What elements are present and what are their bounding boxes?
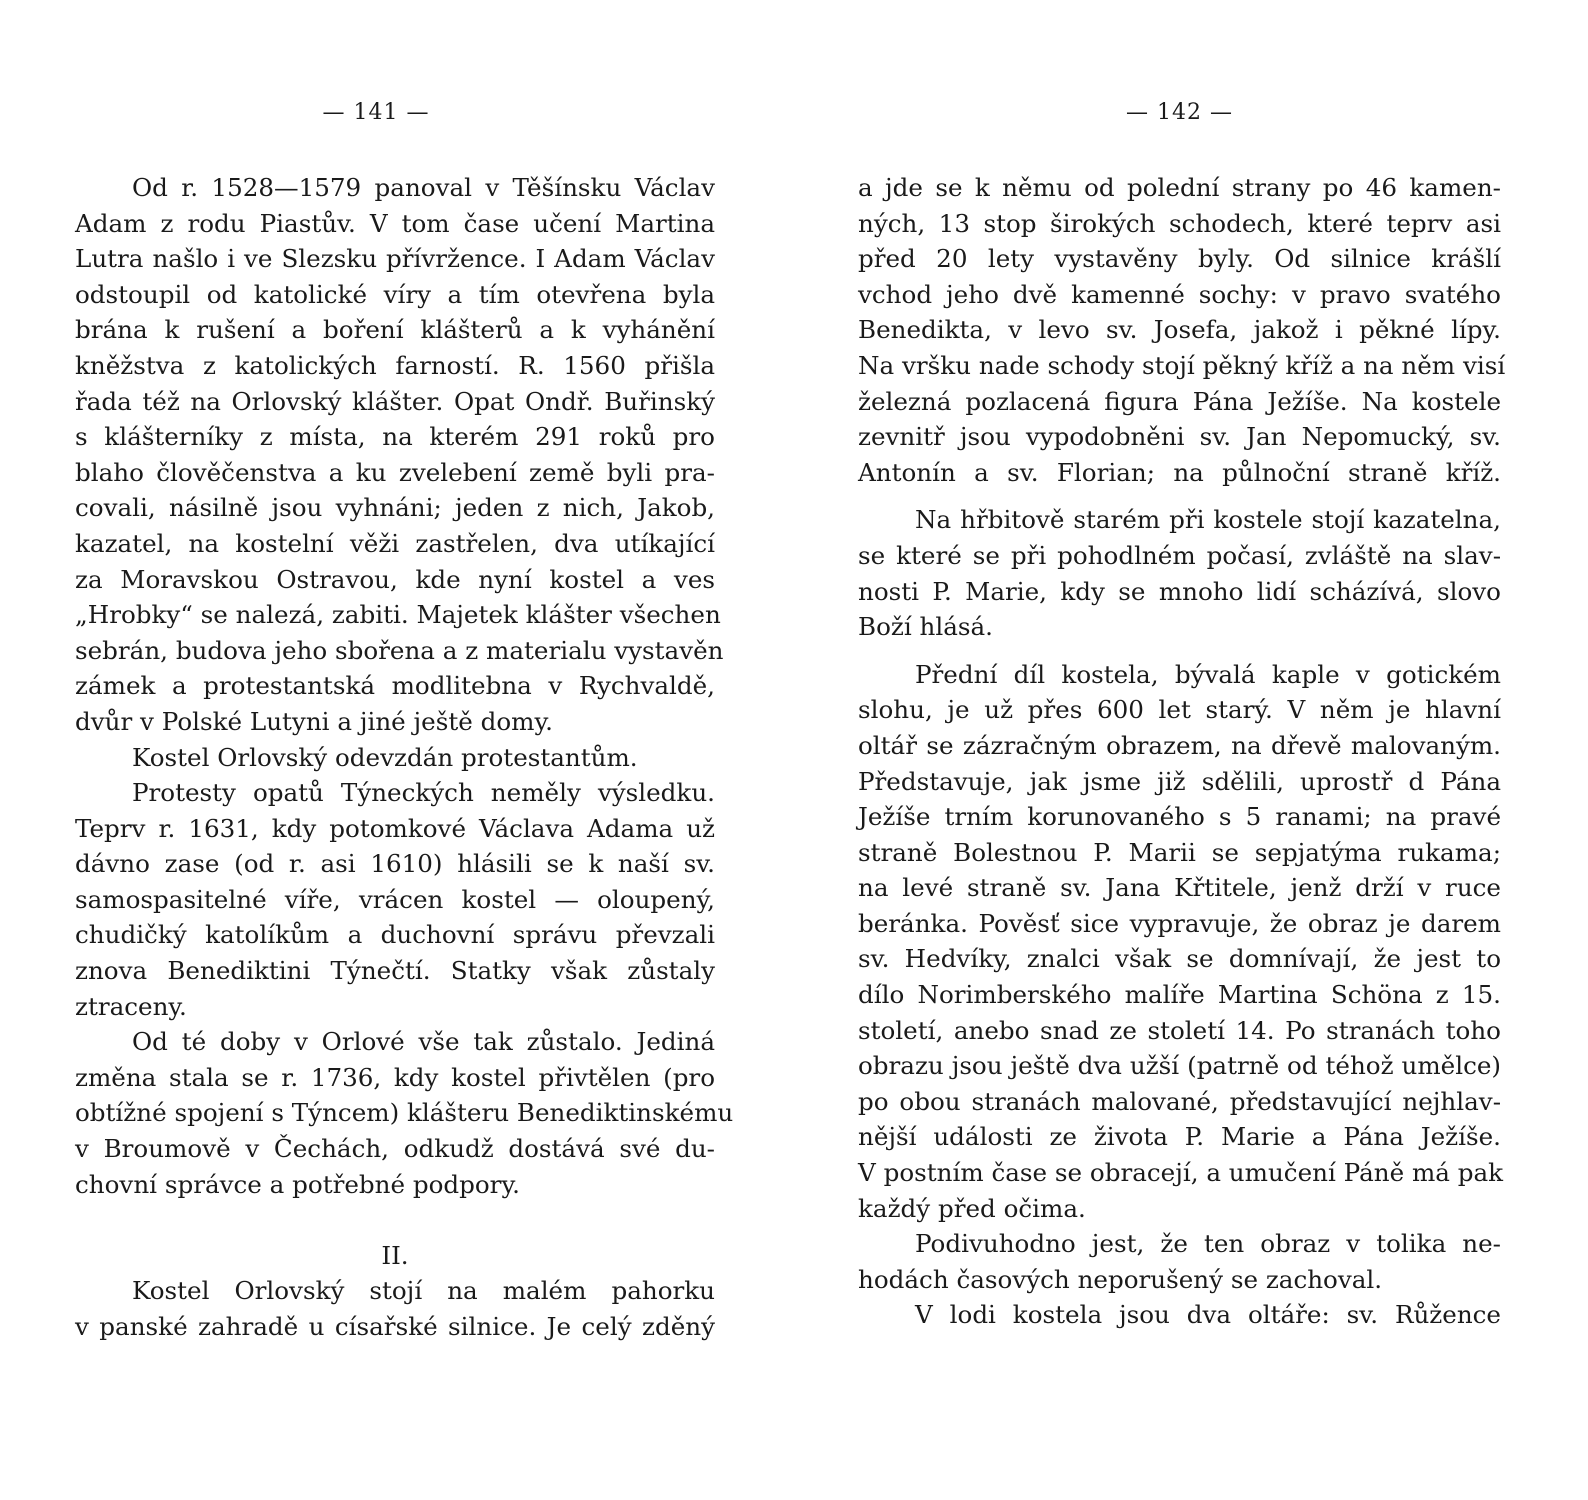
text-line: Představuje, jak jsme již sdělili, uprostř d Pána bbox=[858, 766, 1501, 796]
page-number-left: — 141 — bbox=[322, 100, 430, 125]
text-line: se které se při pohodlném počasí, zvláště na slav- bbox=[858, 540, 1501, 570]
text-line: řada též na Orlovský klášter. Opat Ondř. Buřinský bbox=[75, 386, 715, 416]
text-line: V lodi kostela jsou dva oltáře: sv. Růžence bbox=[915, 1300, 1501, 1330]
text-line: znova Benediktini Týnečtí. Statky však zůstaly bbox=[75, 956, 715, 986]
text-line: změna stala se r. 1736, kdy kostel přivtělen (pro bbox=[75, 1062, 715, 1092]
text-line: sebrán, budova jeho sbořena a z materialu vystavěn bbox=[75, 635, 724, 665]
left-page-text bbox=[75, 170, 734, 1345]
text-line: beránka. Pověsť sice vypravuje, že obraz je darem bbox=[858, 908, 1501, 938]
text-line: Od r. 1528—1579 panoval v Těšínsku Václav bbox=[132, 173, 715, 202]
text-line: kazatel, na kostelní věži zastřelen, dva utíkající bbox=[75, 528, 715, 558]
text-line: ných, 13 stop širokých schodech, které teprv asi bbox=[858, 208, 1501, 238]
text-line: Protesty opatů Týneckých neměly výsledku. bbox=[132, 778, 715, 808]
text-line: V postním čase se obracejí, a umučení Páně má pak bbox=[858, 1158, 1504, 1188]
text-line: v panské zahradě u císařské silnice. Je celý zděný bbox=[75, 1312, 715, 1341]
text-line: Kostel Orlovský stojí na malém pahorku bbox=[132, 1276, 715, 1306]
text-line: Antonín a sv. Florian; na půlnoční straně kříž. bbox=[858, 457, 1501, 487]
text-line: „Hrobky“ se nalezá, zabiti. Majetek klášter všechen bbox=[75, 600, 721, 630]
text-line: Benedikta, v levo sv. Josefa, jakož i pěkné lípy. bbox=[858, 315, 1501, 345]
text-line: hodách časových neporušený se zachoval. bbox=[858, 1264, 1383, 1294]
text-line: v Broumově v Čechách, odkudž dostává své du- bbox=[75, 1134, 715, 1164]
text-line: brána k rušení a boření klášterů a k vyhánění bbox=[75, 315, 715, 345]
text-line: před 20 lety vystavěny byly. Od silnice krášlí bbox=[858, 244, 1501, 274]
text-line: s klášterníky z místa, na kterém 291 roků pro bbox=[75, 422, 715, 452]
text-line: Teprv r. 1631, kdy potomkové Václava Adama už bbox=[75, 813, 715, 843]
text-line: nosti P. Marie, kdy se mnoho lidí scházívá, slovo bbox=[858, 576, 1501, 606]
text-line: Přední díl kostela, bývalá kaple v gotickém bbox=[915, 659, 1501, 689]
text-line: Od té doby v Orlové vše tak zůstalo. Jediná bbox=[132, 1027, 715, 1057]
text-line: dvůr v Polské Lutyni a jiné ještě domy. bbox=[75, 706, 553, 736]
text-line: straně Bolestnou P. Marii se sepjatýma rukama; bbox=[858, 837, 1501, 867]
text-line: na levé straně sv. Jana Křtitele, jenž drží v ruce bbox=[858, 873, 1501, 903]
text-line: Boží hlásá. bbox=[858, 612, 993, 642]
text-line: obtížné spojení s Týncem) klášteru Benediktinskému bbox=[75, 1098, 734, 1128]
text-line: každý před očima. bbox=[858, 1193, 1086, 1223]
text-line: dílo Norimberského malíře Martina Schöna z 15. bbox=[858, 980, 1501, 1010]
text-line: blaho člověčenstva a ku zvelebení země byli pra- bbox=[75, 457, 715, 487]
text-line: Podivuhodno jest, že ten obraz v tolika ne- bbox=[915, 1229, 1501, 1259]
left-page bbox=[75, 0, 734, 1500]
text-line: nější události ze života P. Marie a Pána Ježíše. bbox=[858, 1122, 1501, 1152]
text-line: sv. Hedvíky, znalci však se domnívají, že jest to bbox=[858, 944, 1501, 974]
text-line: vchod jeho dvě kamenné sochy: v pravo svatého bbox=[858, 279, 1501, 309]
text-line: kněžstva z katolických farností. R. 1560 přišla bbox=[75, 350, 715, 380]
text-line: Na hřbitově starém při kostele stojí kazatelna, bbox=[915, 505, 1501, 535]
text-line: století, anebo snad ze století 14. Po stranách toho bbox=[858, 1015, 1501, 1045]
text-line: dávno zase (od r. asi 1610) hlásili se k naší sv. bbox=[75, 849, 715, 879]
text-line: zevnitř jsou vypodobněni sv. Jan Nepomucký, sv. bbox=[858, 422, 1501, 452]
text-line: samospasitelné víře, vrácen kostel — oloupený, bbox=[75, 884, 715, 914]
text-line: chovní správce a potřebné podpory. bbox=[75, 1169, 520, 1199]
text-line: Na vršku nade schody stojí pěkný kříž a na něm visí bbox=[858, 350, 1506, 380]
text-line: odstoupil od katolické víry a tím otevřena byla bbox=[75, 279, 715, 309]
right-page-text bbox=[858, 170, 1506, 1333]
text-line: Lutra našlo i ve Slezsku přívržence. I Adam Václav bbox=[75, 244, 715, 274]
right-page bbox=[858, 0, 1506, 1500]
text-line: železná pozlacená figura Pána Ježíše. Na kostele bbox=[858, 386, 1501, 416]
paragraph-gap bbox=[858, 645, 1501, 657]
text-line: za Moravskou Ostravou, kde nyní kostel a ves bbox=[75, 564, 715, 594]
text-line: slohu, je už přes 600 let starý. V něm je hlavní bbox=[858, 695, 1501, 725]
section-heading: II. bbox=[381, 1240, 409, 1270]
text-line: covali, násilně jsou vyhnáni; jeden z nich, Jakob, bbox=[75, 493, 715, 523]
paragraph-gap bbox=[858, 490, 1501, 502]
text-line: a jde se k němu od polední strany po 46 kamen- bbox=[858, 173, 1501, 202]
text-line: zámek a protestantská modlitebna v Rychvaldě, bbox=[75, 671, 715, 701]
text-line: oltář se zázračným obrazem, na dřevě malovaným. bbox=[858, 730, 1501, 760]
text-line: Adam z rodu Piastův. V tom čase učení Martina bbox=[75, 208, 715, 238]
text-line: ztraceny. bbox=[75, 991, 187, 1021]
text-line: Kostel Orlovský odevzdán protestantům. bbox=[132, 742, 638, 772]
page-number-right: — 142 — bbox=[1126, 100, 1233, 125]
text-line: Ježíše trním korunovaného s 5 ranami; na pravé bbox=[858, 802, 1501, 832]
text-line bbox=[75, 1202, 715, 1238]
text-line: obrazu jsou ještě dva užší (patrně od téhož umělce) bbox=[858, 1051, 1501, 1081]
text-line: po obou stranách malované, představující nejhlav- bbox=[858, 1086, 1501, 1116]
text-line: chudičký katolíkům a duchovní správu převzali bbox=[75, 920, 715, 950]
